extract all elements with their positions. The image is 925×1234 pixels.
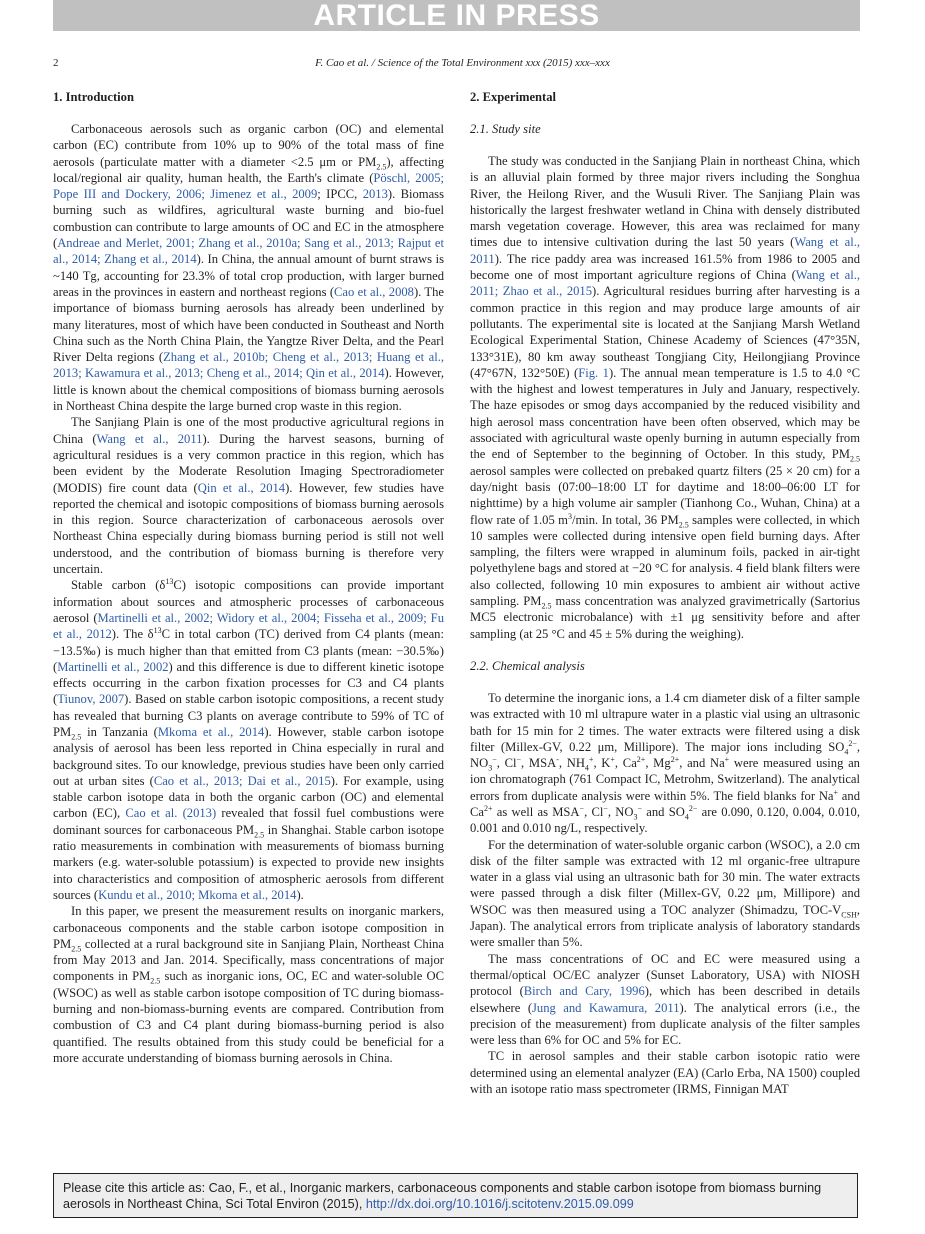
reference-link[interactable]: Pöschl, 2005; Pope III and Dockery, 2006; Jimenez et al., 2009 <box>53 170 444 202</box>
reference-link[interactable]: Kundu et al., 2010; Mkoma et al., 2014 <box>98 887 297 902</box>
reference-link[interactable]: Tiunov, 2007 <box>57 692 125 707</box>
intro-paragraph-1: Carbonaceous aerosols such as organic carbon (OC) and elemental carbon (EC) contribute from 10% up to 90% of the total mass of fine aerosols (particulate matter with a diameter <2.5 μm or $PM_{2.5}$), affecting local/regional air quality, human health, the Earth's climate (Pöschl, 2005; Pope III and Dockery, 2006; Jimenez et al., 2009; IPCC, 2013). Biomass burning such as wildfires, agricultural waste burning and bio-fuel combustion can contribute to large amounts of OC and EC in the atmosphere (Andreae and Merlet, 2001; Zhang et al., 2010a; Sang et al., 2013; Rajput et al., 2014; Zhang et al., 2014). In China, the annual amount of burnt straws is ~140 Tg, accounting for 23.3% of total crop production, with larger burned areas in the provinces in eastern and northeast regions (Cao et al., 2008). The importance of biomass burning aerosols has already been underlined by many literatures, most of which have been conducted in Southeast and North China such as the North China Plain, the Yangtze River Delta, and the Pearl River Delta regions (Zhang et al., 2010b; Cheng et al., 2013; Huang et al., 2013; Kawamura et al., 2013; Cheng et al., 2014; Qin et al., 2014). However, little is known about the chemical compositions of biomass burning aerosols in Northeast China despite the large burned crop waste in this region. <box>53 122 444 414</box>
reference-link[interactable]: Cao et al., 2013; Dai et al., 2015 <box>153 773 331 788</box>
reference-link[interactable]: Wang et al., 2011 <box>96 431 203 446</box>
figure-link[interactable]: Fig. 1 <box>578 365 609 380</box>
chemical-analysis-paragraph-4: TC in aerosol samples and their stable carbon isotopic ratio were determined using an elemental analyzer (EA) (Carlo Erba, NA 1500) coupled with an isotope ratio mass spectrometer (IRMS, Finnigan MAT <box>470 1049 860 1097</box>
reference-link[interactable]: Qin et al., 2014 <box>197 480 286 495</box>
study-site-paragraph: The study was conducted in the Sanjiang Plain in northeast China, which is an alluvial plain formed by three major rivers including the Songhua River, the Heilong River, and the Wusuli River. The Sanjiang Plain was historically the largest freshwater wetland in China with densely distributed marsh vegetation coverage. However, this area was reclaimed for many times due to intensive cultivation during the last 50 years (Wang et al., 2011). The rice paddy area was increased 161.5% from 1986 to 2005 and become one of most important agriculture regions of China (Wang et al., 2011; Zhao et al., 2015). Agricultural residues burring after harvesting is a common practice in this region and may produce large amounts of air pollutants. The experimental site is located at the Sanjiang Marsh Wetland Ecological Experimental Station, Chinese Academy of Sciences (47°35N, 133°31E), 80 km away southeast Tongjiang City, Heilongjiang Province (47°67N, 132°50E) (Fig. 1). The annual mean temperature is 1.5 to 4.0 °C with the highest and lowest temperatures in July and January, respectively. The haze episodes or smog days accompanied by the reduced visibility and high aerosol mass concentration have been often observed, which may be associated with agricultural waste openly burning in autumn especially from the end of September to the beginning of October. In this study, $PM_{2.5}$ aerosol samples were collected on prebaked quartz filters (25 × 20 cm) for a day/night basis (07:00–18:00 LT for daytime and 18:00–06:00 LT for nighttime) by a high volume air sampler (Tianhong Co., Wuhan, China) at a flow rate of 1.05 $m^3/\min$. In total, 36 $PM_{2.5}$ samples were collected, in which 10 samples were collected during intensive open field burning days. After sampling, the filters were wrapped in aluminum foils, packed in air-tight polyethylene bags and stored at −20 °C for analysis. 4 field blank filters were also collected, following 10 min exposures to ambient air without active sampling. $PM_{2.5}$ mass concentration was analyzed gravimetrically (Sartorius MC5 electronic microbalance) with ±1 μg sensitivity before and after sampling (at 25 °C and 45 ± 5% during the weighing). <box>470 154 861 641</box>
running-head: F. Cao et al. / Science of the Total Environment xxx (2015) xxx–xxx <box>315 57 610 69</box>
reference-link[interactable]: Zhang et al., 2010b; Cheng et al., 2013; Huang et al., 2013; Kawamura et al., 2013; Cheng et al., 2014; Qin et al., 2014 <box>53 350 444 381</box>
reference-link[interactable]: Jung and Kawamura, 2011 <box>532 1000 680 1015</box>
reference-link[interactable]: Martinelli et al., 2002; Widory et al., 2004; Fisseha et al., 2009; Fu et al., 2012 <box>53 610 444 642</box>
reference-link[interactable]: Andreae and Merlet, 2001; Zhang et al., 2010a; Sang et al., 2013; Rajput et al., 2014; Zhang et al., 2014 <box>53 236 444 267</box>
reference-link[interactable]: Wang et al., 2011; Zhao et al., 2015 <box>470 268 860 299</box>
reference-link[interactable]: Cao et al., 2008 <box>334 284 414 299</box>
reference-link[interactable]: Cao et al. (2013) <box>125 806 217 821</box>
right-column <box>470 89 860 1097</box>
chemical-analysis-paragraph-1: To determine the inorganic ions, a 1.4 cm diameter disk of a filter sample was extracted with 10 ml ultrapure water in a plastic vial using an ultrasonic bath for 15 min for 2 times. The water extracts were filtered using a disk filter (Millex-GV, 0.22 μm, Millipore). The major ions including $SO_4^{2-}$, $NO_3^-$, Cl−, MSA-, $NH_4^+$, K+, $Ca^{2+}$, $Mg^{2+}$, and Na+ were measured using an ion chromatograph (761 Compact IC, Metrohm, Switzerland). The analytical errors from duplicate analysis were within 5%. The field blanks for Na+ and $Ca^{2+}$ as well as MSA−, Cl−, $NO_3^-$ and $SO_4^{2-}$ are 0.090, 0.120, 0.004, 0.010, 0.001 and 0.010 ng/L, respectively. <box>470 690 860 836</box>
page-number: 2 <box>53 57 59 69</box>
reference-link[interactable]: Martinelli et al., 2002 <box>57 659 169 674</box>
reference-link[interactable]: 2013 <box>362 187 388 202</box>
left-column <box>53 89 444 1066</box>
chemical-analysis-paragraph-3: The mass concentrations of OC and EC were measured using a thermal/optical OC/EC analyzer (Sunset Laboratory, USA) with NIOSH protocol (Birch and Cary, 1996), which has been described in details elsewhere (Jung and Kawamura, 2011). The analytical errors (i.e., the precision of the measurement) from duplicate analysis of the filter samples were less than 6% for OC and 5% for EC. <box>470 951 861 1048</box>
reference-link[interactable]: Wang et al., 2011 <box>470 235 860 266</box>
chemical-analysis-paragraph-2: For the determination of water-soluble organic carbon (WSOC), a 2.0 cm disk of the filter sample was extracted with 12 ml organic-free ultrapure water in a glass vial using an ultrasonic bath for 30 min. The water extracts were passed through a disk filter (Millex-GV, 0.22 μm, Millipore) and WSOC was then measured using a TOC analyzer (Shimadzu, TOC-$V_{CSH}$, Japan). The analytical errors from triplicate analysis of laboratory standards were smaller than 5%. <box>470 837 860 950</box>
intro-paragraph-2: The Sanjiang Plain is one of the most productive agricultural regions in China (Wang et al., 2011). During the harvest seasons, burning of agricultural residues is a very common practice in this region, which has been evident by the Moderate Resolution Imaging Spectroradiometer (MODIS) fire count data (Qin et al., 2014). However, few studies have reported the chemical and isotopic compositions of biomass burning aerosols in this region. Source characterization of carbonaceous aerosols over Northeast China especially during biomass burning period is still not well understood, and the contribution of biomass burning is therefore very uncertain. <box>53 415 444 577</box>
section-heading-introduction: 1. Introduction <box>53 90 134 104</box>
subsection-heading-study-site: 2.1. Study site <box>470 122 541 136</box>
doi-link[interactable]: http://dx.doi.org/10.1016/j.scitotenv.2015.09.099 <box>365 1197 634 1212</box>
section-heading-experimental: 2. Experimental <box>470 90 557 104</box>
intro-paragraph-3: Stable carbon $(\delta^{13}C)$ isotopic compositions can provide important information about sources and atmospheric processes of carbonaceous aerosol (Martinelli et al., 2002; Widory et al., 2004; Fisseha et al., 2009; Fu et al., 2012). The $\delta^{13}C$ in total carbon (TC) derived from C4 plants (mean: −13.5‰) is much higher than that emitted from C3 plants (mean: −30.5‰) (Martinelli et al., 2002) and this difference is due to different kinetic isotope effects occurring in the carbon fixation processes for C3 and C4 plants (Tiunov, 2007). Based on stable carbon isotopic compositions, a recent study has revealed that burning C3 plants on average contribute to 59% of TC of $PM_{2.5}$ in Tanzania (Mkoma et al., 2014). However, stable carbon isotope analysis of aerosol has been less reported in China especially in rural and background sites. To our knowledge, previous studies have been only carried out at urban sites (Cao et al., 2013; Dai et al., 2015). For example, using stable carbon isotope data in both the organic carbon (OC) and elemental carbon (EC), Cao et al. (2013) revealed that fossil fuel combustions were dominant sources for carbonaceous $PM_{2.5}$ in Shanghai. Stable carbon isotope ratio measurements in combination with measurements of biomass burning markers (e.g. water-soluble potassium) is expected to provide new insights into characteristics and composition of atmospheric aerosols from different sources (Kundu et al., 2010; Mkoma et al., 2014). <box>53 577 445 902</box>
intro-paragraph-4: In this paper, we present the measurement results on inorganic markers, carbonaceous components and the stable carbon isotope composition in $PM_{2.5}$ collected at a rural background site in Sanjiang Plain, Northeast China from May 2013 and Jan. 2014. Specifically, mass concentrations of major components in $PM_{2.5}$ such as inorganic ions, OC, EC and water-soluble OC (WSOC) as well as stable carbon isotope composition of TC during biomass-burning and non-biomass-burning events are compared. Contribution from combustion of C3 and C4 plant during biomass-burning period is also quantified. The results obtained from this study could be beneficial for a more accurate understanding of biomass burning aerosols in China. <box>53 904 444 1065</box>
citation-box <box>53 1173 858 1218</box>
reference-link[interactable]: Mkoma et al., 2014 <box>157 724 265 739</box>
subsection-heading-chemical-analysis: 2.2. Chemical analysis <box>470 658 585 673</box>
reference-link[interactable]: Birch and Cary, 1996 <box>523 984 645 999</box>
article-in-press-banner: ARTICLE IN PRESS <box>53 0 860 31</box>
citation-text: Please cite this article as: Cao, F., et al., Inorganic markers, carbonaceous components and stable carbon isotope from biomass burning aerosols in Northeast China, Sci Total Environ (2015), <box>63 1181 822 1212</box>
